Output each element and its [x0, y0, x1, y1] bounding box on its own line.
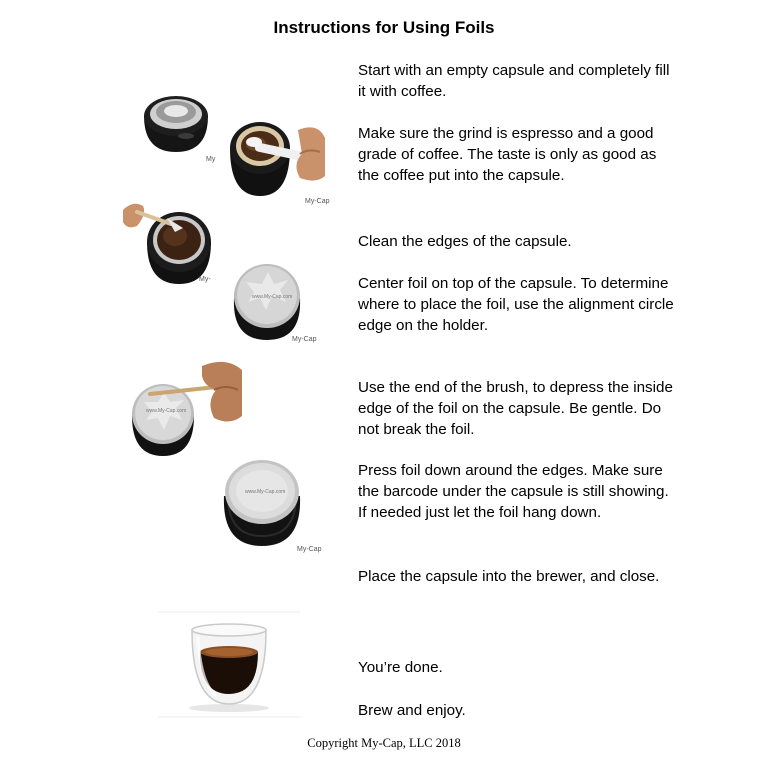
step-depress-foil: Use the end of the brush, to depress the inside edge of the foil on the capsule. Be gentle. Do not break the foil. [358, 379, 673, 438]
svg-text:www.My-Cap.com: www.My-Cap.com [245, 489, 286, 495]
clean-edges-photo [123, 200, 215, 286]
step-grind-quality: Make sure the grind is espresso and a good grade of coffee. The taste is only as good as the coffee put into the capsule. [358, 125, 657, 184]
my-cap-label: My-Cap [305, 198, 330, 205]
my-cap-label-partial: My- [199, 276, 211, 283]
my-cap-label: My-Cap [297, 546, 322, 553]
svg-text:www.My-Cap.com: www.My-Cap.com [146, 408, 187, 414]
my-cap-label: My-Cap [292, 336, 317, 343]
svg-text:www.My-Cap.com: www.My-Cap.com [252, 294, 293, 300]
page-title: Instructions for Using Foils [273, 18, 495, 37]
depress-foil-photo [130, 356, 244, 458]
step-place-in-brewer: Place the capsule into the brewer, and close. [358, 568, 660, 585]
step-center-foil: Center foil on top of the capsule. To determine where to place the foil, use the alignment circle edge on the holder. [358, 275, 674, 334]
my-cap-label: My [206, 156, 216, 163]
fill-capsule-photo [228, 118, 328, 200]
copyright-notice: Copyright My-Cap, LLC 2018 [307, 736, 461, 750]
step-press-foil-down: Press foil down around the edges. Make sure the barcode under the capsule is still showing. If needed just let the foil hang down. [358, 462, 669, 521]
step-brew-enjoy: Brew and enjoy. [358, 702, 466, 719]
empty-capsule-photo [140, 92, 212, 156]
step-done: You’re done. [358, 659, 443, 676]
foil-centered-photo [230, 262, 304, 342]
foil-pressed-photo [222, 456, 302, 550]
espresso-glass-photo [158, 612, 300, 718]
step-clean-edges: Clean the edges of the capsule. [358, 233, 572, 250]
step-fill-capsule: Start with an empty capsule and completely fill it with coffee. [358, 62, 670, 100]
